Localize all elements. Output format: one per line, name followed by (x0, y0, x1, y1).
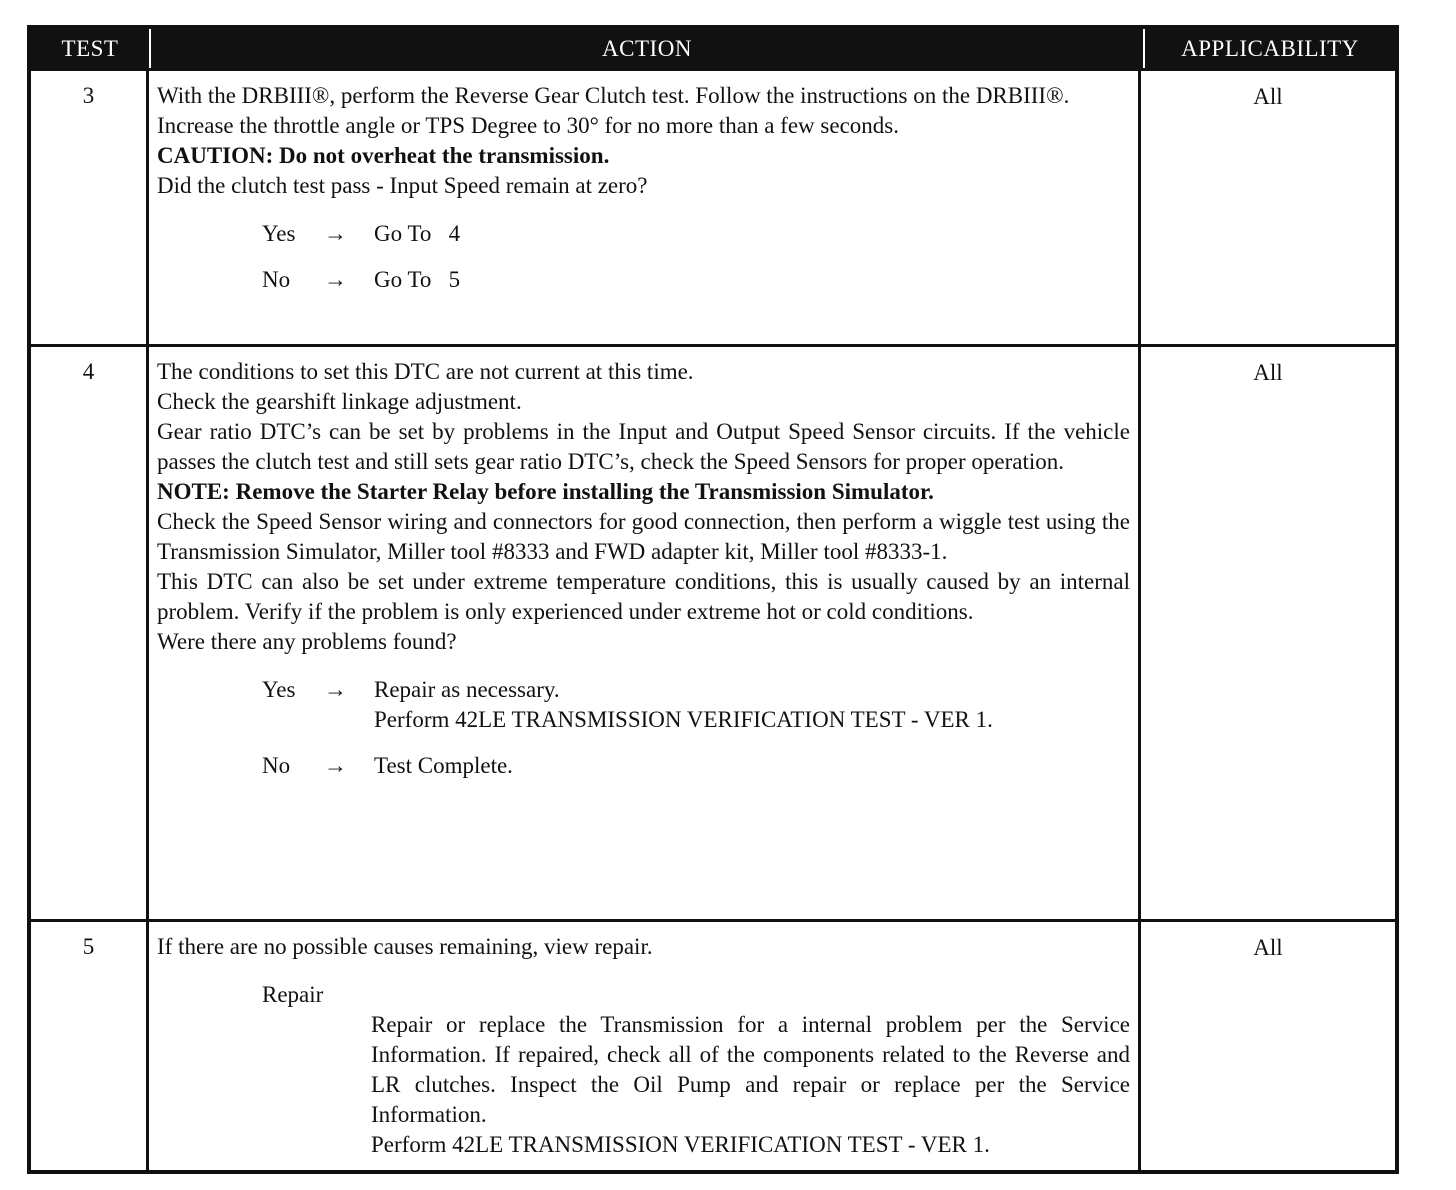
test-number: 3 (31, 71, 149, 344)
action-cell (149, 71, 1141, 344)
table-header (31, 29, 1395, 68)
note-text: NOTE: Remove the Starter Relay before installing the Transmission Simulator. (157, 479, 934, 504)
diagnostic-table (27, 25, 1399, 1174)
repair-label: Repair (262, 982, 324, 1007)
arrow-icon: → (324, 221, 347, 246)
table-row (31, 68, 1395, 344)
yes-label: Yes (262, 221, 296, 246)
test-number: 5 (31, 922, 149, 1170)
action-text: With the DRBIII®, perform the Reverse Gear Clutch test. Follow the instructions on the DRBIII®. (157, 83, 1070, 108)
question-text: Did the clutch test pass - Input Speed remain at zero? (157, 173, 648, 198)
table-row (31, 344, 1395, 919)
no-destination: Go To 5 (374, 267, 461, 292)
arrow-icon: → (324, 677, 347, 702)
caution-text: CAUTION: Do not overheat the transmission. (157, 143, 610, 168)
action-text: Check the Speed Sensor wiring and connectors for good connection, then perform a wiggle test using the Transmission Simulator, Miller tool #8333 and FWD adapter kit, Miller tool #8333-1. (157, 509, 1130, 564)
applicability-cell: All (1253, 84, 1283, 109)
no-branch (262, 265, 1130, 295)
yes-destination: Go To 4 (374, 221, 461, 246)
yes-destination (374, 675, 1130, 735)
no-branch (262, 751, 1130, 781)
action-text: Increase the throttle angle or TPS Degree to 30° for no more than a few seconds. (157, 113, 899, 138)
action-cell (149, 347, 1141, 919)
no-destination: Test Complete. (374, 753, 513, 778)
action-text: If there are no possible causes remaining, view repair. (157, 934, 653, 959)
table-row (31, 919, 1395, 1170)
arrow-icon: → (324, 267, 347, 292)
test-number: 4 (31, 347, 149, 919)
arrow-icon: → (324, 753, 347, 778)
header-applicability: APPLICABILITY (1181, 35, 1359, 61)
applicability-cell: All (1253, 935, 1283, 960)
action-text: This DTC can also be set under extreme temperature conditions, this is usually caused by an internal problem. Verify if the problem is only experienced under extreme hot or cold conditions. (157, 569, 1130, 624)
yes-branch (262, 219, 1130, 249)
repair-body (371, 1010, 1130, 1160)
yes-branch (262, 675, 1130, 735)
applicability-cell: All (1253, 360, 1283, 385)
action-cell (149, 922, 1141, 1170)
action-text: Check the gearshift linkage adjustment. (157, 389, 522, 414)
yes-destination-line: Perform 42LE TRANSMISSION VERIFICATION TEST - VER 1. (374, 707, 993, 732)
header-action: ACTION (151, 29, 1145, 68)
action-text: Gear ratio DTC’s can be set by problems in the Input and Output Speed Sensor circuits. If the vehicle passes the clutch test and still sets gear ratio DTC’s, check the Speed Sensors for proper operation. (157, 419, 1130, 474)
repair-perform: Perform 42LE TRANSMISSION VERIFICATION TEST - VER 1. (371, 1132, 990, 1157)
question-text: Were there any problems found? (157, 629, 457, 654)
no-label: No (262, 267, 291, 292)
repair-text: Repair or replace the Transmission for a internal problem per the Service Information. If repaired, check all of the components related to the Reverse and LR clutches. Inspect the Oil Pump and repair or replace per the Service Information. (371, 1012, 1130, 1127)
yes-destination-line: Repair as necessary. (374, 677, 560, 702)
header-test: TEST (31, 29, 151, 68)
no-label: No (262, 753, 291, 778)
action-text: The conditions to set this DTC are not current at this time. (157, 359, 694, 384)
yes-label: Yes (262, 677, 296, 702)
